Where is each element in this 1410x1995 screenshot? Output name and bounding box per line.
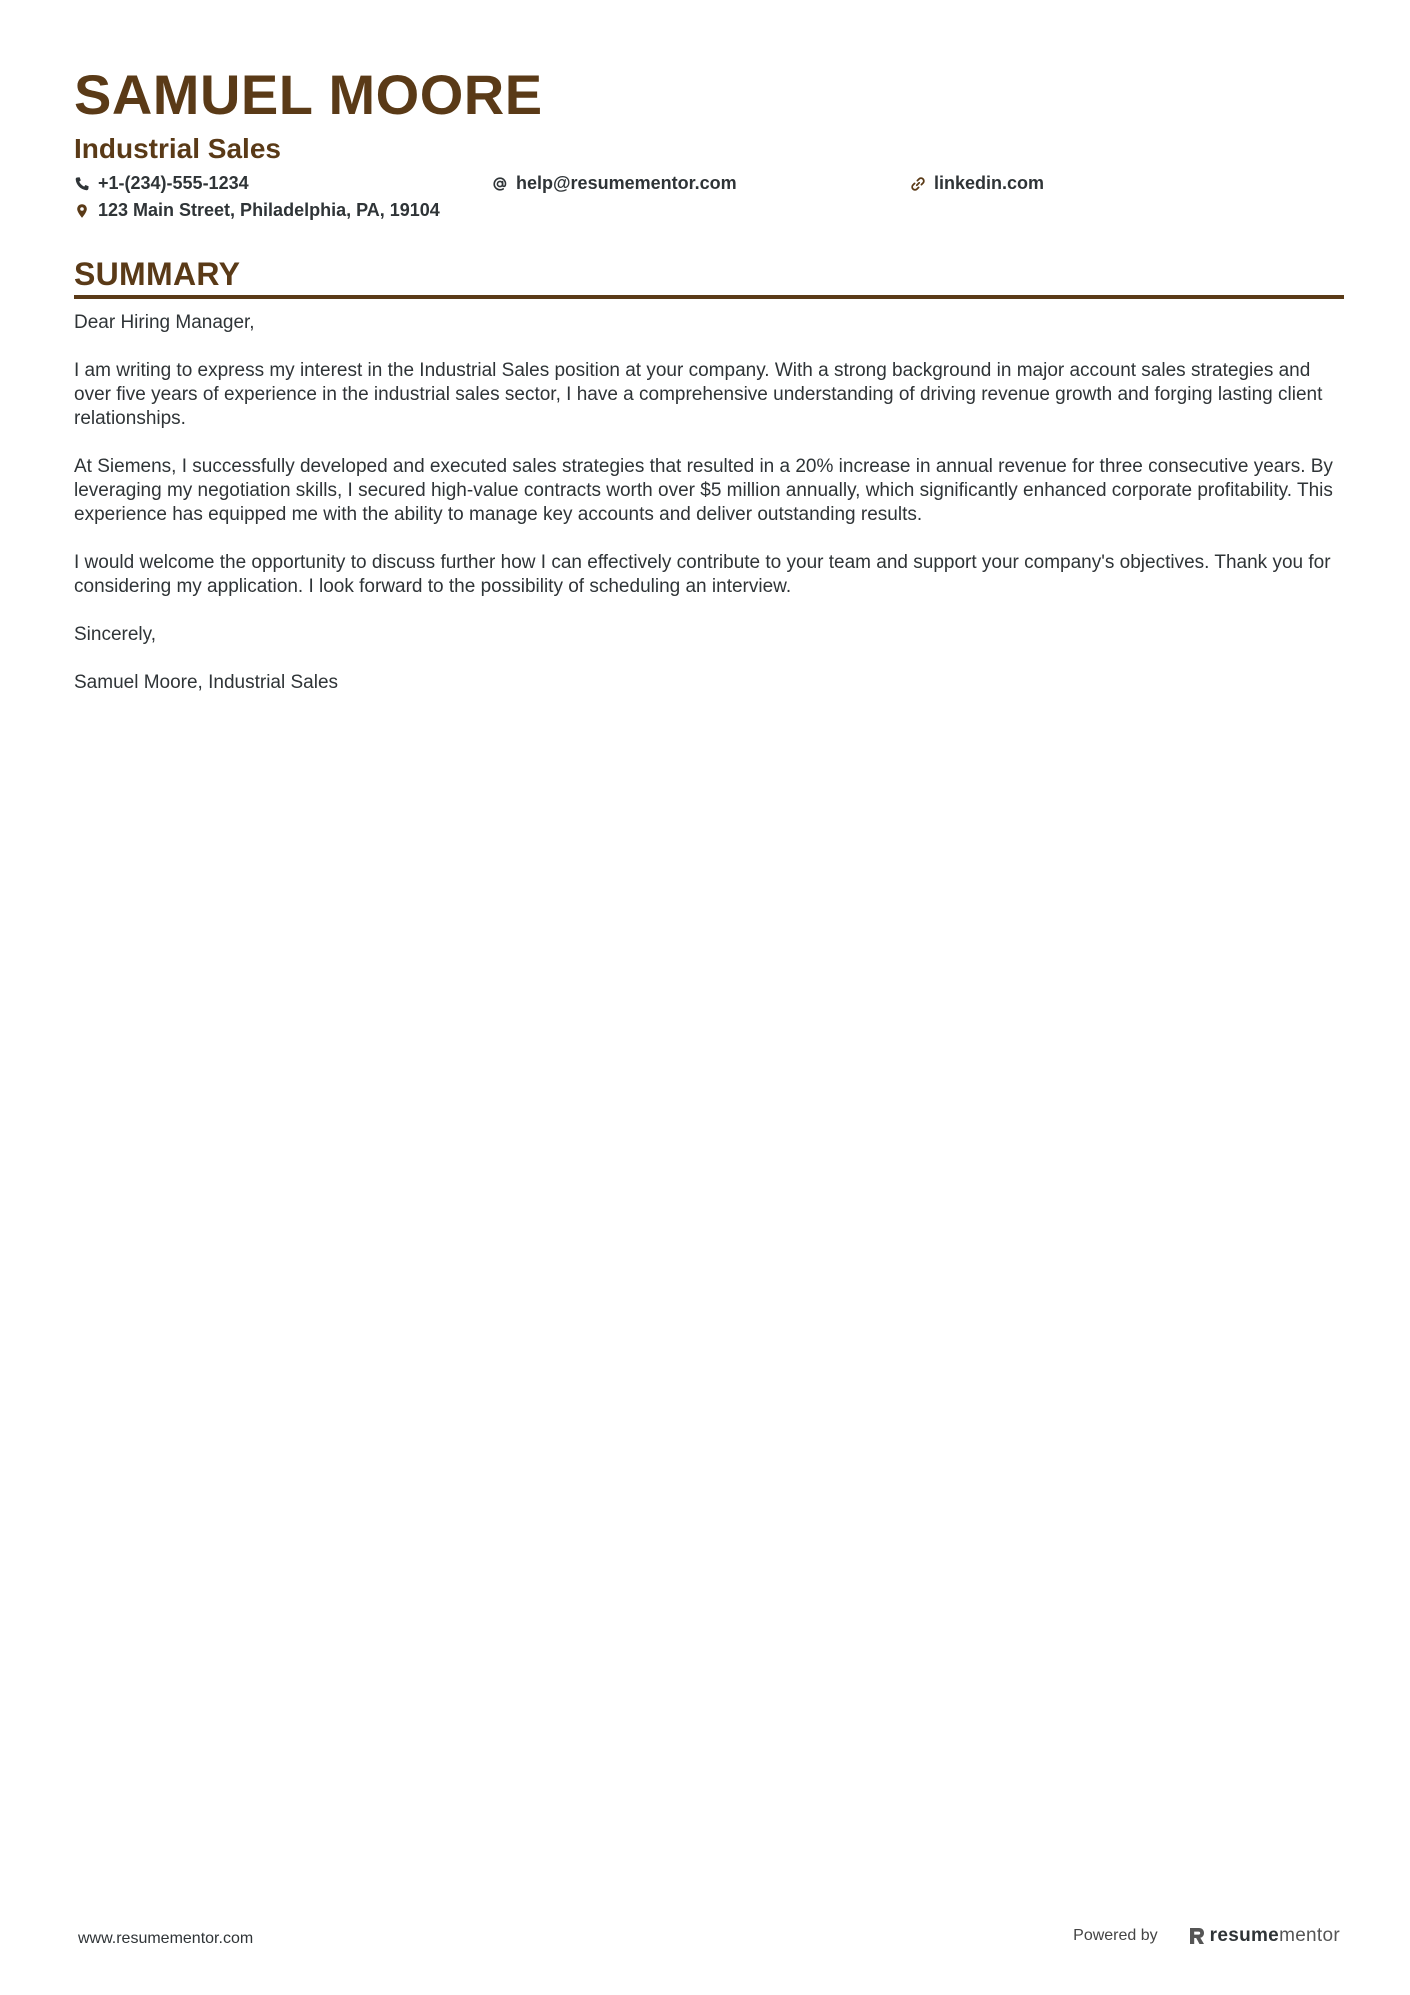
brand-name-part2: mentor xyxy=(1279,1925,1340,1946)
contact-phone xyxy=(74,173,492,194)
contact-email[interactable] xyxy=(492,173,910,194)
section-divider xyxy=(74,295,1344,299)
footer-website[interactable]: www.resumementor.com xyxy=(78,1930,254,1947)
body-paragraph-2: At Siemens, I successfully developed and executed sales strategies that resulted in a 20% increase in annual revenue for three consecutive years. By leveraging my negotiation skills, I secured high-value contracts worth over $5 million annually, which significantly enhanced corporate profitability. This experience has equipped me with the ability to manage key accounts and deliver outstanding results. xyxy=(74,456,1333,525)
footer-branding xyxy=(1073,1925,1340,1947)
candidate-name: SAMUEL MOORE xyxy=(74,63,543,126)
closing: Sincerely, xyxy=(74,624,157,645)
phone-text: +1-(234)-555-1234 xyxy=(98,173,249,193)
signature: Samuel Moore, Industrial Sales xyxy=(74,672,339,693)
powered-by-label: Powered by xyxy=(1073,1927,1158,1944)
resumementor-logo-icon xyxy=(1188,1926,1206,1946)
contact-row-2 xyxy=(74,197,1344,224)
location-pin-icon xyxy=(74,203,90,219)
brand-name-part1: resume xyxy=(1209,1925,1280,1946)
body-paragraph-3: I would welcome the opportunity to discuss further how I can effectively contribute to your team and support your company's objectives. Thank you for considering my application. I look forward to the possibility of scheduling an interview. xyxy=(74,552,1331,597)
link-icon xyxy=(910,176,926,192)
brand-logo[interactable] xyxy=(1188,1925,1340,1947)
at-icon xyxy=(492,176,508,192)
contact-address xyxy=(74,200,440,221)
linkedin-text[interactable]: linkedin.com xyxy=(934,173,1045,193)
contact-linkedin[interactable] xyxy=(910,173,1044,194)
resume-page xyxy=(74,60,1344,719)
salutation: Dear Hiring Manager, xyxy=(74,312,255,333)
email-text[interactable]: help@resumementor.com xyxy=(516,173,737,193)
summary-heading: SUMMARY xyxy=(74,256,241,292)
candidate-role: Industrial Sales xyxy=(74,133,281,164)
phone-icon xyxy=(74,176,90,192)
body-paragraph-1: I am writing to express my interest in the Industrial Sales position at your company. With a strong background in major account sales strategies and over five years of experience in the industrial sales sector, I have a comprehensive understanding of driving revenue growth and forging lasting client relationships. xyxy=(74,360,1323,429)
contact-row-1 xyxy=(74,170,1344,197)
address-text: 123 Main Street, Philadelphia, PA, 19104 xyxy=(98,200,440,220)
